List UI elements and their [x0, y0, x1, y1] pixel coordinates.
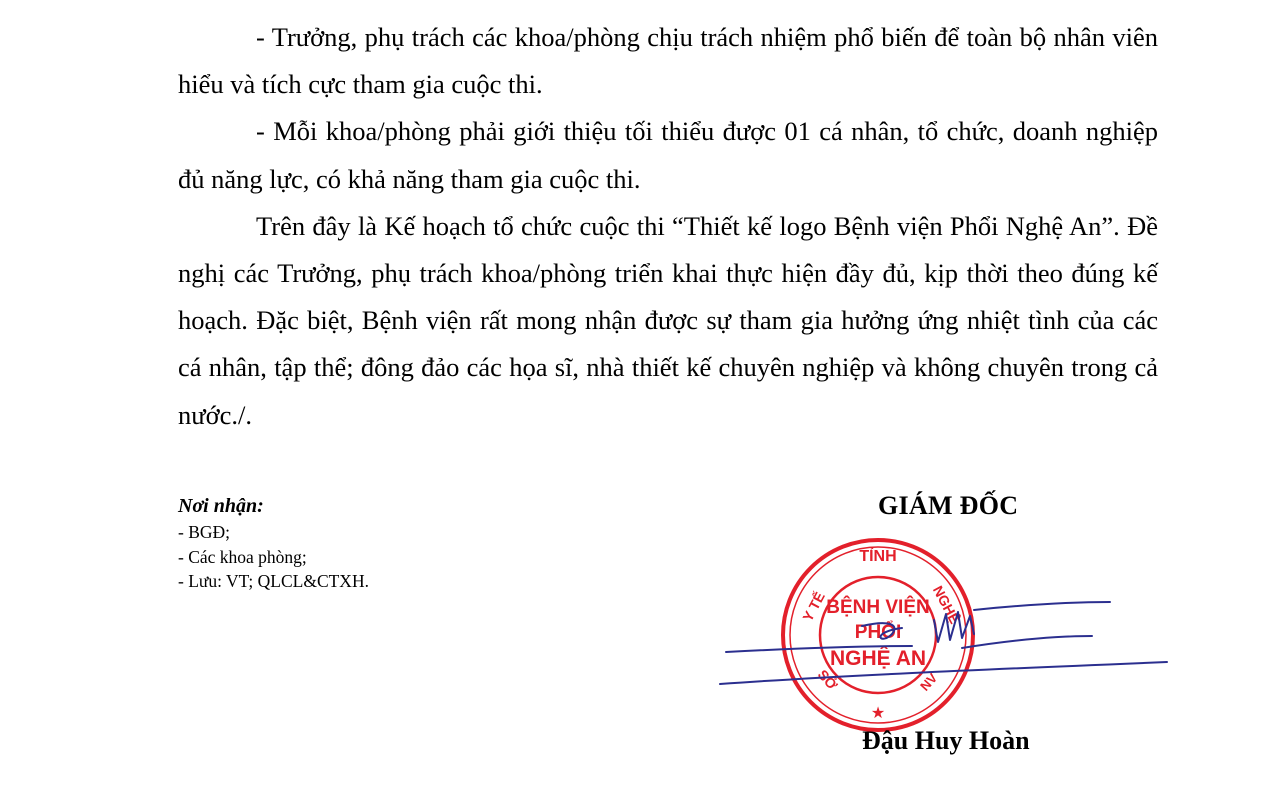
seal-ring-text: NV [917, 670, 941, 694]
seal-ring-text: Y TẾ [799, 589, 828, 625]
recipients-heading: Nơi nhận: [178, 495, 264, 517]
seal-center-text: BỆNH VIỆN [826, 597, 930, 618]
recipient-item: - Các khoa phòng; [178, 546, 307, 567]
recipient-item: - BGĐ; [178, 522, 231, 542]
seal-center-text: PHỔI [854, 622, 902, 643]
signer-name: Đậu Huy Hoàn [862, 726, 1030, 755]
paragraph: - Trưởng, phụ trách các khoa/phòng chịu trách nhiệm phổ biến để toàn bộ nhân viên hiểu và tích cực tham gia cuộc thi. [178, 22, 1158, 100]
document-body [178, 14, 1158, 439]
paragraph: Trên đây là Kế hoạch tổ chức cuộc thi “Thiết kế logo Bệnh viện Phổi Nghệ An”. Đề nghị các Trưởng, phụ trách khoa/phòng triển khai thực hiện đầy đủ, kịp thời theo đúng kế hoạch. Đặc biệt, Bệnh viện rất mong nhận được sự tham gia hưởng ứng nhiệt tình của các cá nhân, tập thể; đông đảo các họa sĩ, nhà thiết kế chuyên nghiệp và không chuyên trong cả nước./. [178, 210, 1158, 430]
seal-center-text: NGHỆ AN [829, 647, 927, 670]
seal-ring-text: NGHỆ [929, 583, 963, 627]
signer-title: GIÁM ĐỐC [878, 491, 1019, 520]
seal-ring-text: SỞ [814, 666, 841, 693]
seal-ring-text: TỈNH [859, 548, 897, 565]
handwritten-signature [712, 590, 1182, 700]
recipient-item: - Lưu: VT; QLCL&CTXH. [178, 571, 369, 591]
seal-star: ★ [870, 705, 886, 722]
recipients-block [178, 492, 369, 594]
paragraph: - Mỗi khoa/phòng phải giới thiệu tối thiểu được 01 cá nhân, tổ chức, doanh nghiệp đủ năng lực, có khả năng tham gia cuộc thi. [178, 116, 1158, 194]
